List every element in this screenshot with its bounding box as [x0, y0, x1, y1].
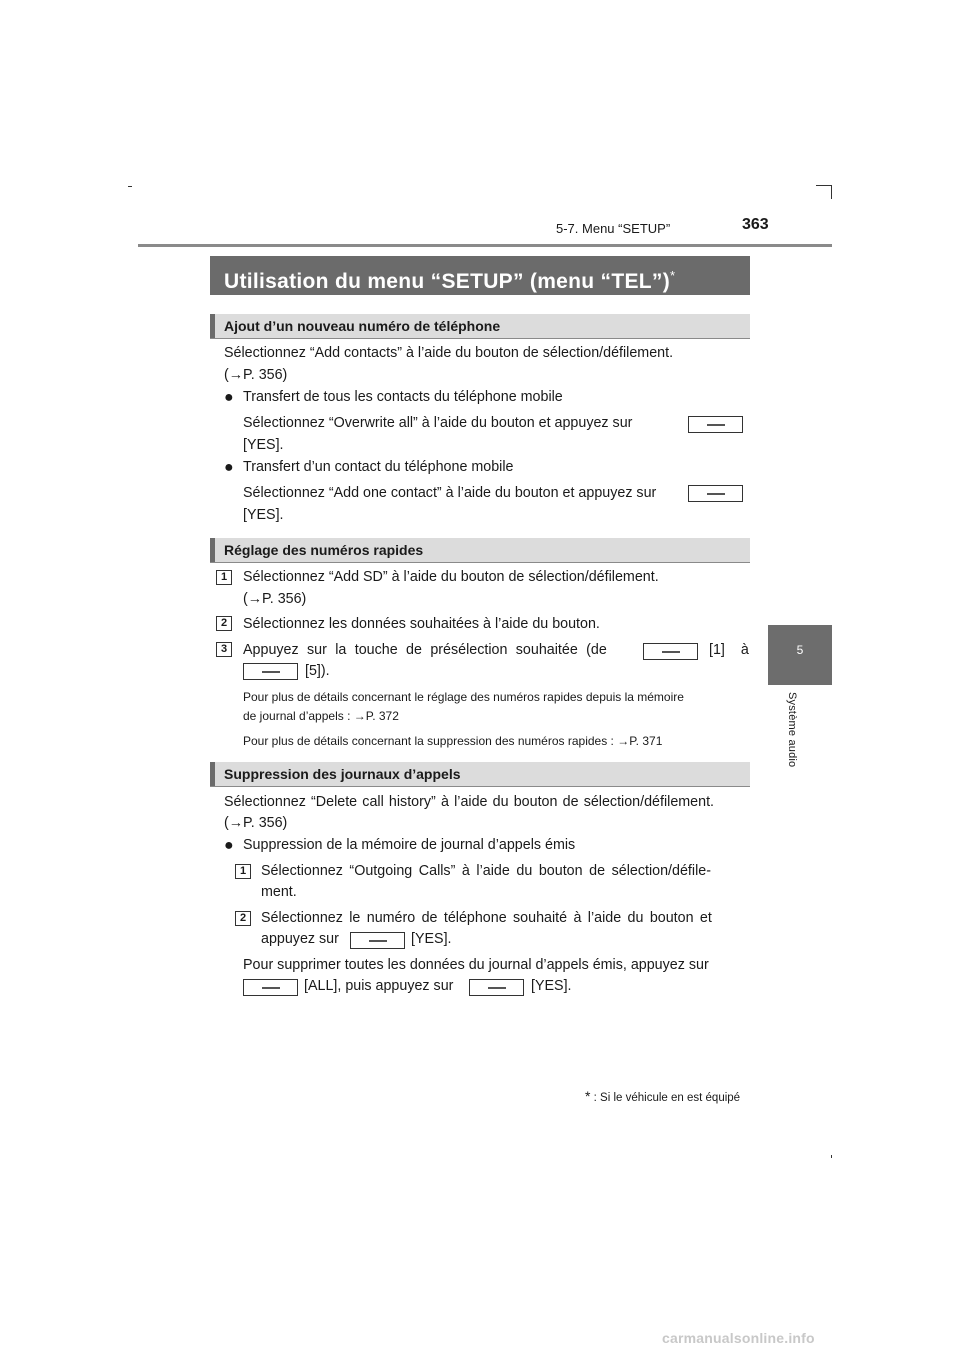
bullet-icon: ● — [224, 459, 234, 476]
section3-extra-text3: [YES]. — [531, 978, 572, 994]
main-heading — [210, 256, 750, 295]
step-number-1: 1 — [216, 570, 232, 585]
preset-button-icon — [643, 643, 698, 660]
watermark: carmanualsonline.info — [662, 1330, 815, 1346]
section1-bullet2-text2: [YES]. — [243, 507, 284, 523]
preset-button-icon — [243, 663, 298, 680]
asterisk-icon: * — [670, 268, 676, 283]
section1-intro: Sélectionnez “Add contacts” à l’aide du bouton de sélection/défilement. — [224, 345, 674, 361]
controller-button-icon — [688, 485, 743, 502]
chapter-title: Système audio — [786, 692, 798, 768]
section3-bullet1-title: Suppression de la mémoire de journal d’appels émis — [243, 837, 576, 853]
section-reference: 5-7. Menu “SETUP” — [556, 221, 671, 236]
controller-button-icon — [350, 932, 405, 949]
main-heading-text: Utilisation du menu “SETUP” (menu “TEL”) — [224, 270, 671, 293]
crop-mark — [831, 1155, 832, 1158]
section-heading-delete-history: Suppression des journaux d’appels — [210, 762, 750, 787]
bullet-icon: ● — [224, 389, 234, 406]
section2-note2: Pour plus de détails concernant la suppression des numéros rapides : →P. 371 — [243, 734, 663, 748]
section3-step1-text2: ment. — [261, 884, 297, 900]
section1-bullet1-text2: [YES]. — [243, 437, 284, 453]
page-number: 363 — [742, 216, 769, 233]
header-rule — [138, 244, 832, 247]
crop-mark — [831, 185, 832, 199]
section3-step2-text: Sélectionnez le numéro de téléphone souhaité à l’aide du bouton et — [261, 910, 712, 926]
section3-extra-text2: [ALL], puis appuyez sur — [304, 978, 454, 994]
crop-mark — [128, 186, 132, 187]
asterisk-icon: * — [585, 1088, 591, 1104]
section3-intro-ref: (→P. 356) — [224, 815, 288, 831]
section2-note1-ref: de journal d’appels : →P. 372 — [243, 709, 399, 723]
section3-intro: Sélectionnez “Delete call history” à l’aide du bouton de sélection/défilement. — [224, 794, 715, 810]
footnote-text: : Si le véhicule en est équipé — [593, 1092, 741, 1104]
footnote — [585, 1088, 740, 1104]
section-heading-speed-dial: Réglage des numéros rapides — [210, 538, 750, 563]
bullet-icon: ● — [224, 837, 234, 854]
section2-note1: Pour plus de détails concernant le réglage des numéros rapides depuis la mémoire — [243, 690, 684, 704]
section2-step2-text: Sélectionnez les données souhaitées à l’aide du bouton. — [243, 616, 600, 632]
controller-button-icon — [688, 416, 743, 433]
section3-step2-text2: appuyez sur — [261, 931, 339, 947]
step-number-2: 2 — [235, 911, 251, 926]
section3-step1-text: Sélectionnez “Outgoing Calls” à l’aide du bouton de sélection/défile- — [261, 863, 711, 879]
section1-intro-ref: (→P. 356) — [224, 367, 288, 383]
section2-step3-text-b: [1] à — [709, 642, 749, 658]
section1-bullet1-title: Transfert de tous les contacts du téléphone mobile — [243, 389, 563, 405]
section2-step3-text-c: [5]). — [305, 663, 330, 679]
section2-step1-text: Sélectionnez “Add SD” à l’aide du bouton de sélection/défilement. — [243, 569, 659, 585]
section2-step1-ref: (→P. 356) — [243, 591, 307, 607]
chapter-number: 5 — [796, 643, 804, 657]
controller-button-icon — [243, 979, 298, 996]
controller-button-icon — [469, 979, 524, 996]
section1-bullet2-title: Transfert d’un contact du téléphone mobile — [243, 459, 514, 475]
section1-bullet1-text: Sélectionnez “Overwrite all” à l’aide du bouton et appuyez sur — [243, 415, 633, 431]
section3-extra-text: Pour supprimer toutes les données du journal d’appels émis, appuyez sur — [243, 957, 709, 973]
step-number-2: 2 — [216, 616, 232, 631]
step-number-3: 3 — [216, 642, 232, 657]
section1-bullet2-text: Sélectionnez “Add one contact” à l’aide du bouton et appuyez sur — [243, 485, 657, 501]
step-number-1: 1 — [235, 864, 251, 879]
section2-step3-text: Appuyez sur la touche de présélection souhaitée (de — [243, 642, 607, 658]
crop-mark — [816, 185, 832, 186]
section-heading-add-number: Ajout d’un nouveau numéro de téléphone — [210, 314, 750, 339]
section3-step2-text3: [YES]. — [411, 931, 452, 947]
